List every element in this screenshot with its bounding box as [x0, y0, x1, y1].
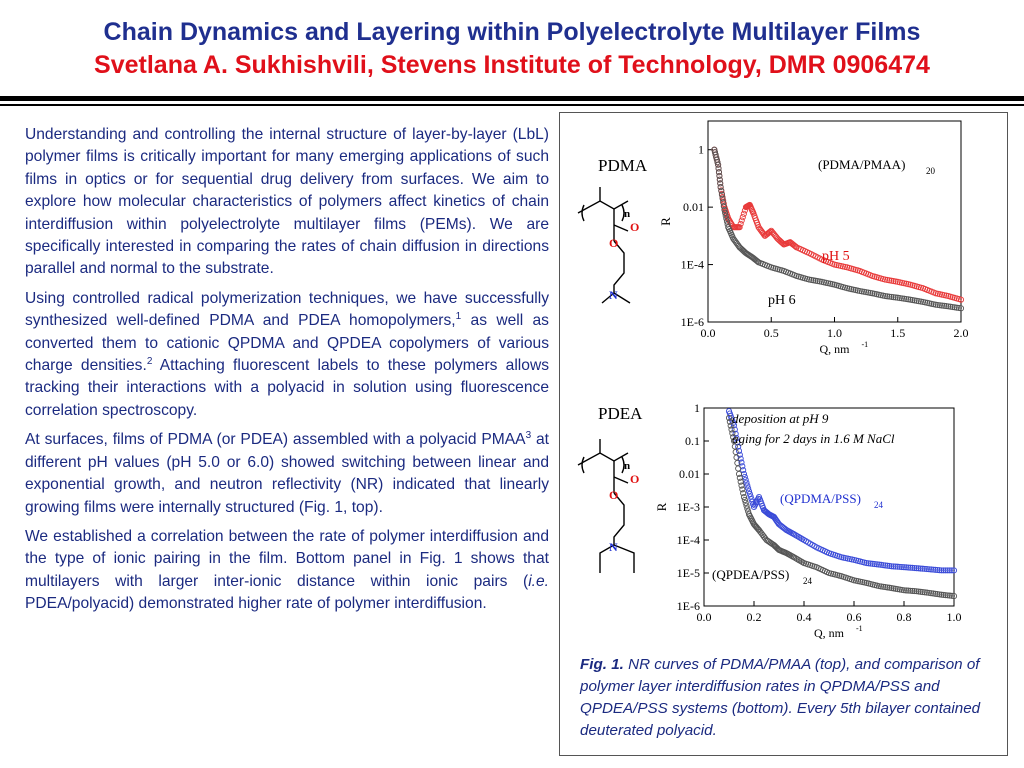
paragraph-3-part-a: At surfaces, films of PDMA (or PDEA) assembled with a polyacid PMAA	[25, 431, 526, 449]
paragraph-2-part-b: as well as converted them to cationic QPDMA and QPDEA copolymers of various charge densities.	[25, 312, 549, 375]
chart1-frame	[708, 121, 961, 322]
chart2-ytick-label-6: 1E-6	[676, 599, 700, 613]
chart1-series-label-ph6: pH 6	[768, 293, 796, 308]
chart-pdma-pmaa	[658, 121, 969, 356]
chart2-series-1-point	[736, 466, 741, 471]
pdea-oxygen-carbonyl: O	[630, 472, 640, 486]
chart1-xlabel-sup: -1	[861, 340, 869, 349]
reference-2: 2	[146, 355, 153, 367]
chart2-ytick-label-2: 0.01	[679, 467, 700, 481]
paragraph-4-part-a: We established a correlation between the rate of polymer interdiffusion and the type of ionic pairing in the film. Bottom panel in Fig. 1 shows that multilayers with larger inter-ionic distance within ionic pairs (	[25, 527, 549, 590]
top-polymer-label: PDMA	[598, 156, 648, 175]
chart2-ytick-label-5: 1E-5	[676, 566, 700, 580]
figure-caption-label: Fig. 1.	[580, 656, 624, 673]
pdma-oxygen-ester: O	[609, 236, 619, 250]
reference-1: 1	[455, 311, 462, 323]
chart1-xtick-label-2: 1.0	[827, 326, 842, 340]
chart2-xlabel: Q, nm	[814, 626, 844, 640]
chart2-ytick-label-0: 1	[694, 401, 700, 415]
chart2-ytick-label-3: 1E-3	[676, 500, 700, 514]
body-text	[25, 124, 549, 623]
chart2-xlabel-sup: -1	[856, 624, 863, 633]
pdma-nitrogen: N	[609, 288, 618, 302]
chart1-xtick-label-3: 1.5	[890, 326, 906, 340]
pdea-oxygen-ester: O	[609, 488, 619, 502]
paragraph-4-ie: i.e.	[528, 572, 549, 590]
chart1-series-label-ph5: pH 5	[822, 249, 850, 264]
paragraph-2-part-a: Using controlled radical polymerization techniques, we have successfully synthesized well-defined PDMA and PDEA homopolymers,	[25, 289, 549, 330]
chart1-series-0-point	[741, 211, 746, 216]
chart1-ylabel: R	[658, 217, 673, 226]
chart1-xlabel: Q, nm	[819, 342, 850, 356]
chart1-ytick-label-1: 0.01	[683, 200, 704, 215]
chart2-series-1-point	[733, 449, 738, 454]
chart1-xtick-label-1: 0.5	[763, 326, 779, 340]
chart2-annotation-1: deposition at pH 9	[732, 411, 829, 426]
chart2-ylabel: R	[654, 502, 669, 512]
chart2-xtick-label-2: 0.4	[796, 610, 812, 624]
paragraph-4-part-b: PDEA/polyacid) demonstrated higher rate of polymer interdiffusion.	[25, 595, 487, 613]
chart2-series-label-qpdea: (QPDEA/PSS)	[712, 567, 790, 582]
figure-caption-text: NR curves of PDMA/PMAA (top), and comparison of polymer layer interdiffusion rates in QPDMA/PSS and QPDEA/PSS systems (bottom). Every 5th bilayer contained deuterated polyacid.	[580, 656, 981, 739]
chart2-xtick-label-0: 0.0	[696, 610, 712, 624]
paragraph-2	[25, 288, 549, 422]
chart1-annotation-sub: 20	[926, 166, 935, 176]
paragraph-3	[25, 429, 549, 519]
bottom-polymer-label: PDEA	[598, 404, 643, 423]
chart2-series-label-qpdea-sub: 24	[803, 576, 812, 586]
reference-3: 3	[525, 430, 532, 442]
chart2-xtick-label-5: 1.0	[946, 610, 962, 624]
page-title: Chain Dynamics and Layering within Polyelectrolyte Multilayer Films	[103, 18, 921, 46]
chart2-series-label-qpdma-sub: 24	[874, 500, 883, 510]
chart2-annotation-2: aging for 2 days in 1.6 M NaCl	[732, 431, 895, 446]
figure-caption	[580, 654, 1002, 742]
chart1-xtick-label-4: 2.0	[953, 326, 969, 340]
chart1-ytick-label-2: 1E-4	[680, 257, 704, 272]
pdea-n-subscript: n	[624, 460, 631, 472]
chart2-ytick-label-4: 1E-4	[676, 533, 700, 547]
chart2-ytick-label-1: 0.1	[685, 434, 700, 448]
paragraph-1: Understanding and controlling the internal structure of layer-by-layer (LbL) polymer films is critically important for many emerging applications of such films in optics or for sequential drug delivery from surfaces. We aim to explore how molecular characteristics of polymers affect kinetics of chain interdiffusion within polyelectrolyte multilayer films (PEMs). We are specifically interested in comparing the rates of chain diffusion in directions parallel and normal to the substrate.	[25, 126, 549, 278]
pdma-structure	[578, 187, 630, 303]
pdea-nitrogen: N	[609, 540, 618, 554]
header-rule-thick	[0, 96, 1024, 101]
chart2-xtick-label-1: 0.2	[746, 610, 762, 624]
header-rule-thin	[0, 104, 1024, 106]
chart1-ytick-label-3: 1E-6	[680, 315, 704, 329]
chart1-series-0-point	[740, 215, 745, 220]
chart2-xtick-label-3: 0.6	[846, 610, 862, 624]
paragraph-3-part-b: at different pH values (pH 5.0 or 6.0) showed switching between linear and exponential growth, and neutron reflectivity (NR) indicated that linearly growing films were internally structured (Fig. 1, top).	[25, 431, 549, 516]
chart2-series-label-qpdma: (QPDMA/PSS)	[780, 491, 861, 506]
pdma-n-subscript: n	[624, 208, 631, 220]
chart1-annotation: (PDMA/PMAA)	[818, 157, 906, 172]
paragraph-4	[25, 526, 549, 616]
pdma-oxygen-carbonyl: O	[630, 220, 640, 234]
chart1-xtick-label-0: 0.0	[700, 326, 716, 340]
chart1-ytick-label-0: 1	[698, 142, 704, 157]
paragraph-2-part-c: Attaching fluorescent labels to these polymers allows tracking their interactions with a polyacid in solution using fluorescence correlation spectroscopy.	[25, 357, 550, 419]
chart1-series-0-point	[739, 218, 744, 223]
chart2-xtick-label-4: 0.8	[896, 610, 912, 624]
page-subtitle: Svetlana A. Sukhishvili, Stevens Institute of Technology, DMR 0906474	[94, 51, 930, 79]
